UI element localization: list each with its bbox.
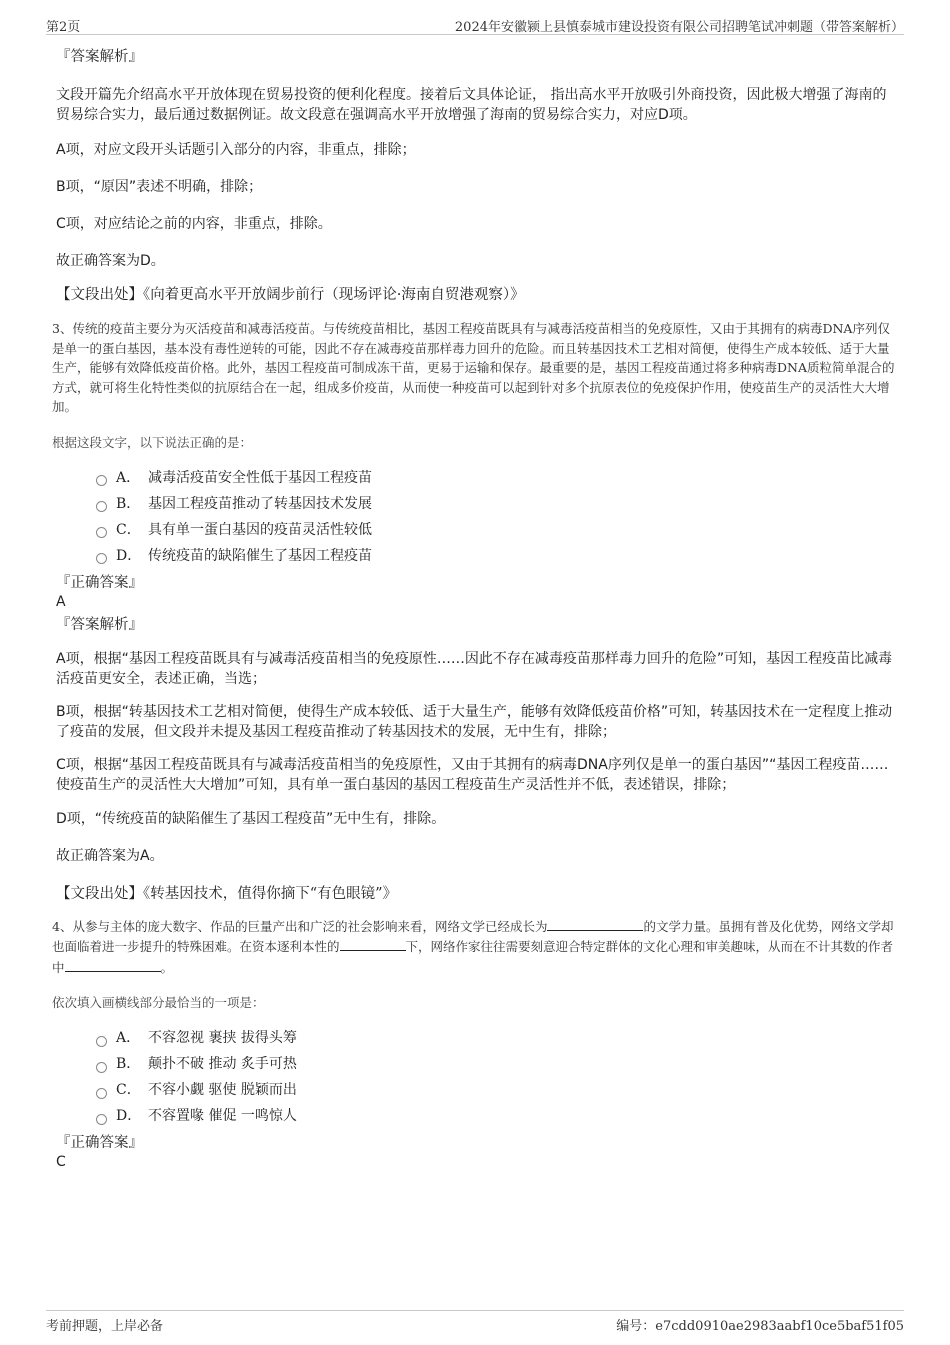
q4-options (56, 1025, 900, 1129)
q2-analysis-label: 『答案解析』 (56, 49, 143, 65)
q4-answer-label: 『正确答案』 (56, 1135, 143, 1151)
q2-source: 【文段出处】《向着更高水平开放阔步前行（现场评论·海南自贸港观察）》 (56, 287, 525, 303)
radio-icon[interactable] (96, 1036, 107, 1047)
q2-analysis-option-b: B项，“原因”表述不明确，排除； (56, 179, 263, 195)
document-serial: 编号：e7cdd0910ae2983aabf10ce5baf51f05 (616, 1319, 904, 1334)
q3-option-d[interactable]: D． 传统疫苗的缺陷催生了基因工程疫苗 (96, 543, 900, 569)
q4-option-a[interactable]: A． 不容忽视 裹挟 拔得头筹 (96, 1025, 900, 1051)
q3-option-c[interactable]: C． 具有单一蛋白基因的疫苗灵活性较低 (96, 517, 900, 543)
q4-option-d[interactable]: D． 不容置喙 催促 一鸣惊人 (96, 1103, 900, 1129)
q3-analysis-option-d: D项，“传统疫苗的缺陷催生了基因工程疫苗”无中生有，排除。 (56, 810, 446, 827)
page-content (52, 42, 900, 1171)
q3-analysis-option-b: B项，根据“转基因技术工艺相对简便，使得生产成本较低、适于大量生产，能够有效降低疫苗价格”可知，转基因技术在一定程度上推动了疫苗的发展，但文段并未提及基因工程疫苗推动了转基因技术的发展，无中生有，排除； (56, 703, 893, 740)
footer-slogan: 考前押题，上岸必备 (46, 1319, 164, 1334)
radio-icon[interactable] (96, 527, 107, 538)
q2-analysis-conclusion: 故正确答案为D。 (56, 253, 165, 269)
radio-icon[interactable] (96, 501, 107, 512)
document-title: 2024年安徽颍上县慎泰城市建设投资有限公司招聘笔试冲刺题（带答案解析） (454, 20, 904, 35)
fill-blank[interactable] (340, 936, 406, 951)
q3-prompt: 根据这段文字，以下说法正确的是： (52, 434, 253, 450)
radio-icon[interactable] (96, 553, 107, 564)
q4-stem: 4、从参与主体的庞大数字、作品的巨量产出和广泛的社会影响来看，网络文学已经成长为 的文学力量。虽拥有普及化优势，网络文学却也面临着进一步提升的特殊困难。在资本逐利本性的 下，网络作家往往需要刻意迎合特定群体的文化心理和审美趣味，从而在不计其数的作者中 。 (52, 916, 900, 978)
fill-blank[interactable] (547, 916, 643, 931)
q3-stem: 3、传统的疫苗主要分为灭活疫苗和减毒活疫苗。与传统疫苗相比，基因工程疫苗既具有与减毒活疫苗相当的免疫原性，又由于其拥有的病毒DNA序列仅是单一的蛋白基因，基本没有毒性逆转的可能，因此不存在减毒疫苗那样毒力回升的危险。而且转基因技术工艺相对简便，使得生产成本较低、适于大量生产，能够有效降低疫苗价格。此外，基因工程疫苗可制成冻干苗，更易于运输和保存。最重要的是，基因工程疫苗通过将多种病毒DNA质粒简单混合的方式，就可将生化特性类似的抗原结合在一起，组成多价疫苗，从而使一种疫苗可以起到针对多个抗原表位的免疫保护作用，使疫苗生产的灵活性大大增加。 (52, 321, 895, 414)
radio-icon[interactable] (96, 475, 107, 486)
q4-prompt: 依次填入画横线部分最恰当的一项是： (52, 995, 265, 1010)
q4-answer: C (56, 1154, 66, 1170)
page-number: 第2页 (46, 20, 81, 35)
q3-answer-label: 『正确答案』 (56, 574, 143, 591)
page-footer (46, 1310, 904, 1334)
q3-analysis-option-a: A项，根据“基因工程疫苗既具有与减毒活疫苗相当的免疫原性……因此不存在减毒疫苗那样毒力回升的危险”可知，基因工程疫苗比减毒活疫苗更安全，表述正确，当选； (56, 650, 893, 687)
q3-answer: A (56, 593, 66, 610)
q3-option-b[interactable]: B． 基因工程疫苗推动了转基因技术发展 (96, 491, 900, 517)
q2-analysis-option-c: C项，对应结论之前的内容，非重点，排除。 (56, 216, 332, 232)
radio-icon[interactable] (96, 1062, 107, 1073)
fill-blank[interactable] (65, 957, 161, 972)
q3-analysis-label: 『答案解析』 (56, 616, 143, 633)
q4-option-c[interactable]: C． 不容小觑 驱使 脱颖而出 (96, 1077, 900, 1103)
q2-analysis-paragraph: 文段开篇先介绍高水平开放体现在贸易投资的便利化程度。接着后文具体论证， 指出高水平开放吸引外商投资，因此极大增强了海南的贸易综合实力，最后通过数据例证。故文段意在强调高水平开放增强了海南的贸易综合实力，对应D项。 (56, 87, 887, 123)
q3-analysis-conclusion: 故正确答案为A。 (56, 847, 164, 864)
radio-icon[interactable] (96, 1088, 107, 1099)
radio-icon[interactable] (96, 1114, 107, 1125)
q3-option-a[interactable]: A． 减毒活疫苗安全性低于基因工程疫苗 (96, 465, 900, 491)
q3-options (56, 465, 900, 569)
q3-source: 【文段出处】《转基因技术，值得你摘下“有色眼镜”》 (56, 885, 398, 902)
q2-analysis-option-a: A项，对应文段开头话题引入部分的内容，非重点，排除； (56, 142, 416, 158)
page-header (46, 14, 904, 35)
q3-analysis-option-c: C项，根据“基因工程疫苗既具有与减毒活疫苗相当的免疫原性，又由于其拥有的病毒DNA序列仅是单一的蛋白基因”“基因工程疫苗……使疫苗生产的灵活性大大增加”可知，具有单一蛋白基因的基因工程疫苗生产灵活性并不低，表述错误，排除； (56, 756, 889, 793)
q4-option-b[interactable]: B． 颠扑不破 推动 炙手可热 (96, 1051, 900, 1077)
